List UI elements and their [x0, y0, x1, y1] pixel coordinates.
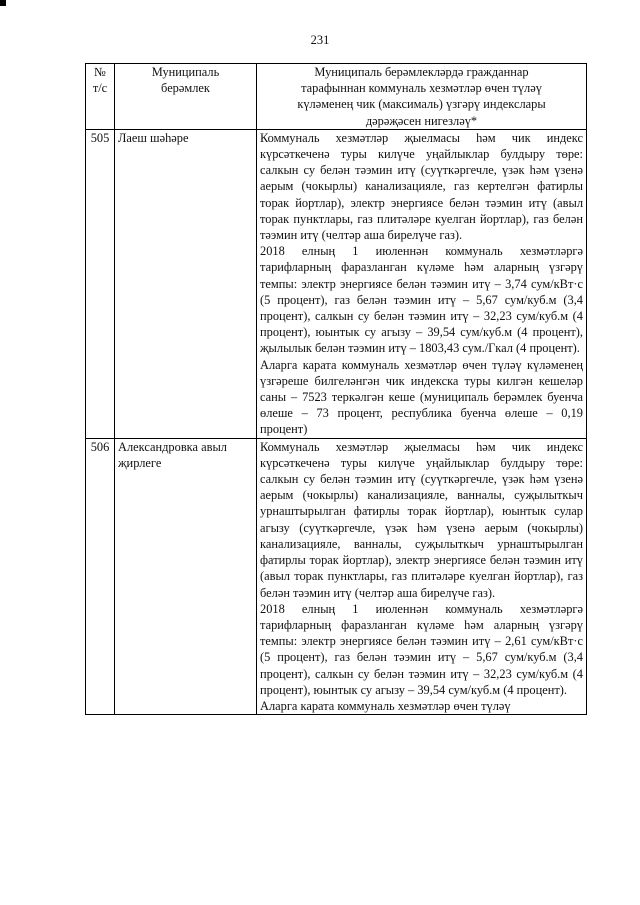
header-municipality-line1: Муниципаль — [151, 65, 220, 79]
header-municipality-column — [115, 64, 257, 130]
scan-edge-mark — [0, 0, 6, 6]
table-row — [86, 129, 587, 438]
row-paragraph-amenities: Коммуналь хезмәтләр җыелмасы һәм чик индекс күрсәткеченә туры килүче уңайлыклар булдыру төре: салкын су белән тәэмин итү (суүткәргечле, үзәк һәм үзенә аерым (чокырлы) канализацияле, ванналы, суҗылыткыч урнаштырылган фатирлы торак йортлар), юынтык сулар агызу (суүткәргечле, үзәк һәм үзенә аерым (чокырлы) канализацияле, ванналы, суҗылыткыч урнаштырылган фатирлы торак йортлар), электр энергиясе белән тәэмин итү (авыл торак пунктлары, газ плитәләре куелган йортлар), газ белән тәэмин итү (челтәр аша бирелүче газ). — [260, 439, 583, 600]
header-grounds-line1: Муниципаль берәмлекләрдә гражданнар — [314, 65, 529, 79]
row-paragraph-amenities: Коммуналь хезмәтләр җыелмасы һәм чик индекс күрсәткеченә туры килүче уңайлыклар булдыру төре: салкын су белән тәэмин итү (суүткәргечле, үзәк һәм үзенә аерым (чокырлы) канализацияле, газ кертелгән фатирлы торак йортлар), электр энергиясе белән тәэмин итү (авыл торак пунктлары, газ плитәләре куелган йортлар), газ белән тәэмин итү (челтәр аша бирелүче газ). — [260, 130, 583, 243]
header-municipality-line2: берәмлек — [161, 81, 210, 96]
row-paragraph-tariffs: 2018 елның 1 июленнән коммуналь хезмәтләргә тарифларның фаразланган күләме һәм аларның үзгәрү темпы: электр энергиясе белән тәэмин итү – 2,61 сум/кВт·с (5 процент), газ белән тәэмин итү – 5,67 сум/куб.м (3,4 процент), салкын су белән тәэмин итү – 32,23 сум/куб.м (4 процент), юынтык су агызу – 39,54 сум/куб.м (4 процент). — [260, 601, 583, 697]
header-number-line1: № — [94, 65, 106, 79]
table-header-row — [86, 64, 587, 130]
row-number: 506 — [86, 438, 115, 714]
row-grounds-text — [257, 438, 587, 714]
header-number-line2: т/с — [92, 81, 108, 96]
header-grounds-line4: дәрәҗәсен нигезләү* — [365, 113, 478, 128]
row-municipality-name: Лаеш шәһәре — [115, 129, 257, 438]
header-grounds-line2: тарафыннан коммуналь хезмәтләр өчен түләү — [301, 81, 542, 96]
tariff-table — [85, 63, 587, 715]
row-grounds-text — [257, 129, 587, 438]
row-municipality-name: Александровка авыл җирлеге — [115, 438, 257, 714]
header-grounds-line3: күләменең чик (максималь) үзгәрү индекслары — [297, 97, 546, 112]
table-row — [86, 438, 587, 714]
row-paragraph-tariffs: 2018 елның 1 июленнән коммуналь хезмәтләргә тарифларның фаразланган күләме һәм аларның үзгәрү темпы: электр энергиясе белән тәэмин итү – 3,74 сум/кВт·с (5 процент), газ белән тәэмин итү – 5,67 сум/куб.м (3,4 процент), салкын су белән тәэмин итү – 32,23 сум/куб.м (4 процент), юынтык су агызу – 39,54 сум/куб.м (4 процент), җылылык белән тәэмин итү – 1803,43 сум./Гкал (4 процент). — [260, 244, 583, 356]
row-number: 505 — [86, 129, 115, 438]
header-number-column — [86, 64, 115, 130]
row-paragraph-population: Аларга карата коммуналь хезмәтләр өчен түләү — [260, 698, 511, 713]
page-number: 231 — [310, 33, 330, 47]
row-paragraph-population: Аларга карата коммуналь хезмәтләр өчен түләү күләменең үзгәреше билгеләнгән чик индекска туры килгән кешеләр саны – 7523 теркәлгән кеше (муниципаль берәмлек буенча өлеше – 73 процент, республика буенча өлеше – 0,19 процент) — [260, 357, 583, 437]
header-grounds-column — [257, 64, 587, 130]
